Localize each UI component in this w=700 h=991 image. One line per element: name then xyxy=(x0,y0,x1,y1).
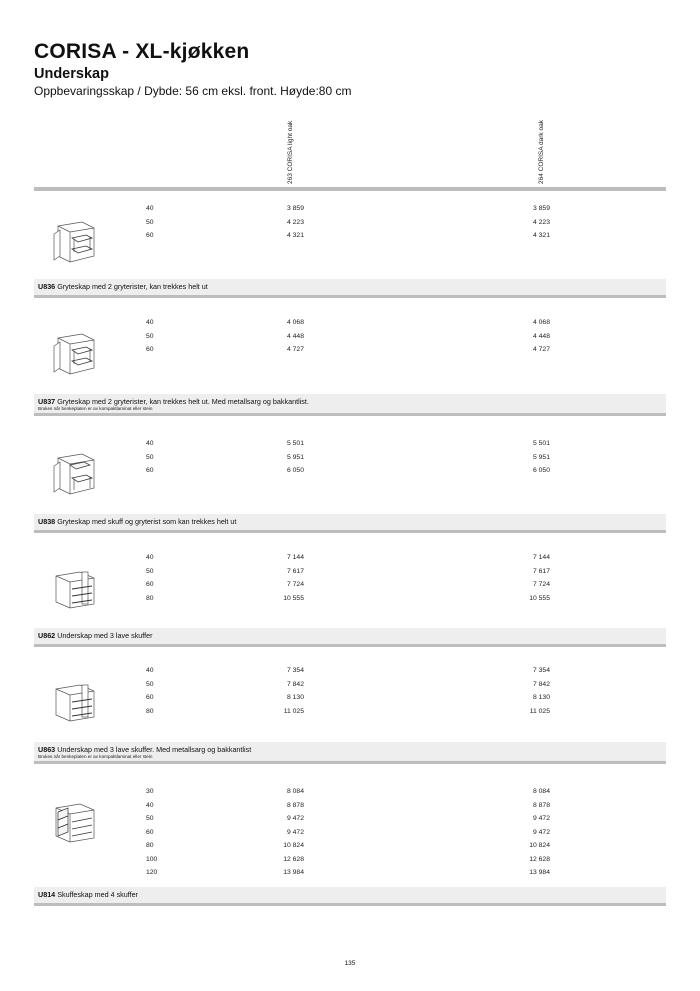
price-row: 40 7 354 7 354 xyxy=(146,667,550,674)
product-code: U837 xyxy=(38,397,56,406)
page-title: CORISA - XL-kjøkken xyxy=(34,40,250,63)
price-row: 50 5 951 5 951 xyxy=(146,453,550,461)
product-code: U814 xyxy=(38,890,56,899)
price-row: 50 7 842 7 842 xyxy=(146,680,550,688)
product-caption xyxy=(34,279,666,298)
product-caption xyxy=(34,742,666,764)
product-name: Gryteskap med 2 gryterister, kan trekkes helt ut xyxy=(57,282,208,291)
price-row: 80 10 555 10 555 xyxy=(146,594,550,602)
product-note: Brukes når benkeplaten er av kompaktlaminat eller stein xyxy=(38,754,153,759)
product-block-u863 xyxy=(34,667,666,765)
product-caption xyxy=(34,628,666,647)
price-row: 60 6 050 6 050 xyxy=(146,467,550,474)
product-name: Gryteskap med 2 gryterister, kan trekkes helt ut. Med metallsarg og bakkantlist. xyxy=(57,397,309,406)
product-caption xyxy=(34,887,666,906)
product-code: U836 xyxy=(38,282,56,291)
price-row: 80 11 025 11 025 xyxy=(146,707,550,715)
product-code: U863 xyxy=(38,745,56,754)
price-row: 60 7 724 7 724 xyxy=(146,581,550,588)
price-row: 40 7 144 7 144 xyxy=(146,554,550,561)
section-subtitle: Underskap xyxy=(34,66,109,82)
product-block-u837 xyxy=(34,319,666,415)
product-code: U838 xyxy=(38,517,56,526)
price-row: 40 8 878 8 878 xyxy=(146,801,550,809)
header-divider xyxy=(34,187,666,191)
product-block-u814 xyxy=(34,788,666,910)
price-row: 50 4 448 4 448 xyxy=(146,332,550,340)
price-row: 30 8 084 8 084 xyxy=(146,788,550,795)
product-block-u862 xyxy=(34,554,666,646)
price-row: 60 4 321 4 321 xyxy=(146,232,550,239)
product-caption xyxy=(34,394,666,416)
price-row: 50 7 617 7 617 xyxy=(146,567,550,575)
section-description: Oppbevaringsskap / Dybde: 56 cm eksl. front. Høyde:80 cm xyxy=(34,84,352,98)
column-header-dark-oak: 264 CORISA dark oak xyxy=(538,120,545,184)
product-block-u838 xyxy=(34,440,666,532)
product-name: Gryteskap med skuff og gryterist som kan trekkes helt ut xyxy=(57,517,237,526)
price-row: 60 8 130 8 130 xyxy=(146,694,550,701)
price-row: 100 12 628 12 628 xyxy=(146,855,550,863)
price-row: 40 5 501 5 501 xyxy=(146,440,550,447)
price-row: 80 10 824 10 824 xyxy=(146,842,550,849)
price-row: 40 4 068 4 068 xyxy=(146,319,550,326)
price-row: 50 9 472 9 472 xyxy=(146,815,550,822)
product-caption xyxy=(34,514,666,533)
price-row: 40 3 859 3 859 xyxy=(146,205,550,212)
product-block-u836 xyxy=(34,205,666,297)
price-row: 60 9 472 9 472 xyxy=(146,828,550,836)
product-note: Brukes når benkeplaten er av kompaktlaminat eller stein xyxy=(38,406,153,411)
price-row: 120 13 984 13 984 xyxy=(146,869,550,876)
product-name: Skuffeskap med 4 skuffer xyxy=(57,890,139,899)
page-number: 135 xyxy=(344,960,356,967)
product-code: U862 xyxy=(38,631,56,640)
product-name: Underskap med 3 lave skuffer xyxy=(57,631,153,640)
price-row: 50 4 223 4 223 xyxy=(146,218,550,226)
column-header-light-oak: 263 CORISA light oak xyxy=(287,120,294,184)
price-row: 60 4 727 4 727 xyxy=(146,346,550,353)
product-name: Underskap med 3 lave skuffer. Med metallsarg og bakkantlist xyxy=(57,745,252,754)
